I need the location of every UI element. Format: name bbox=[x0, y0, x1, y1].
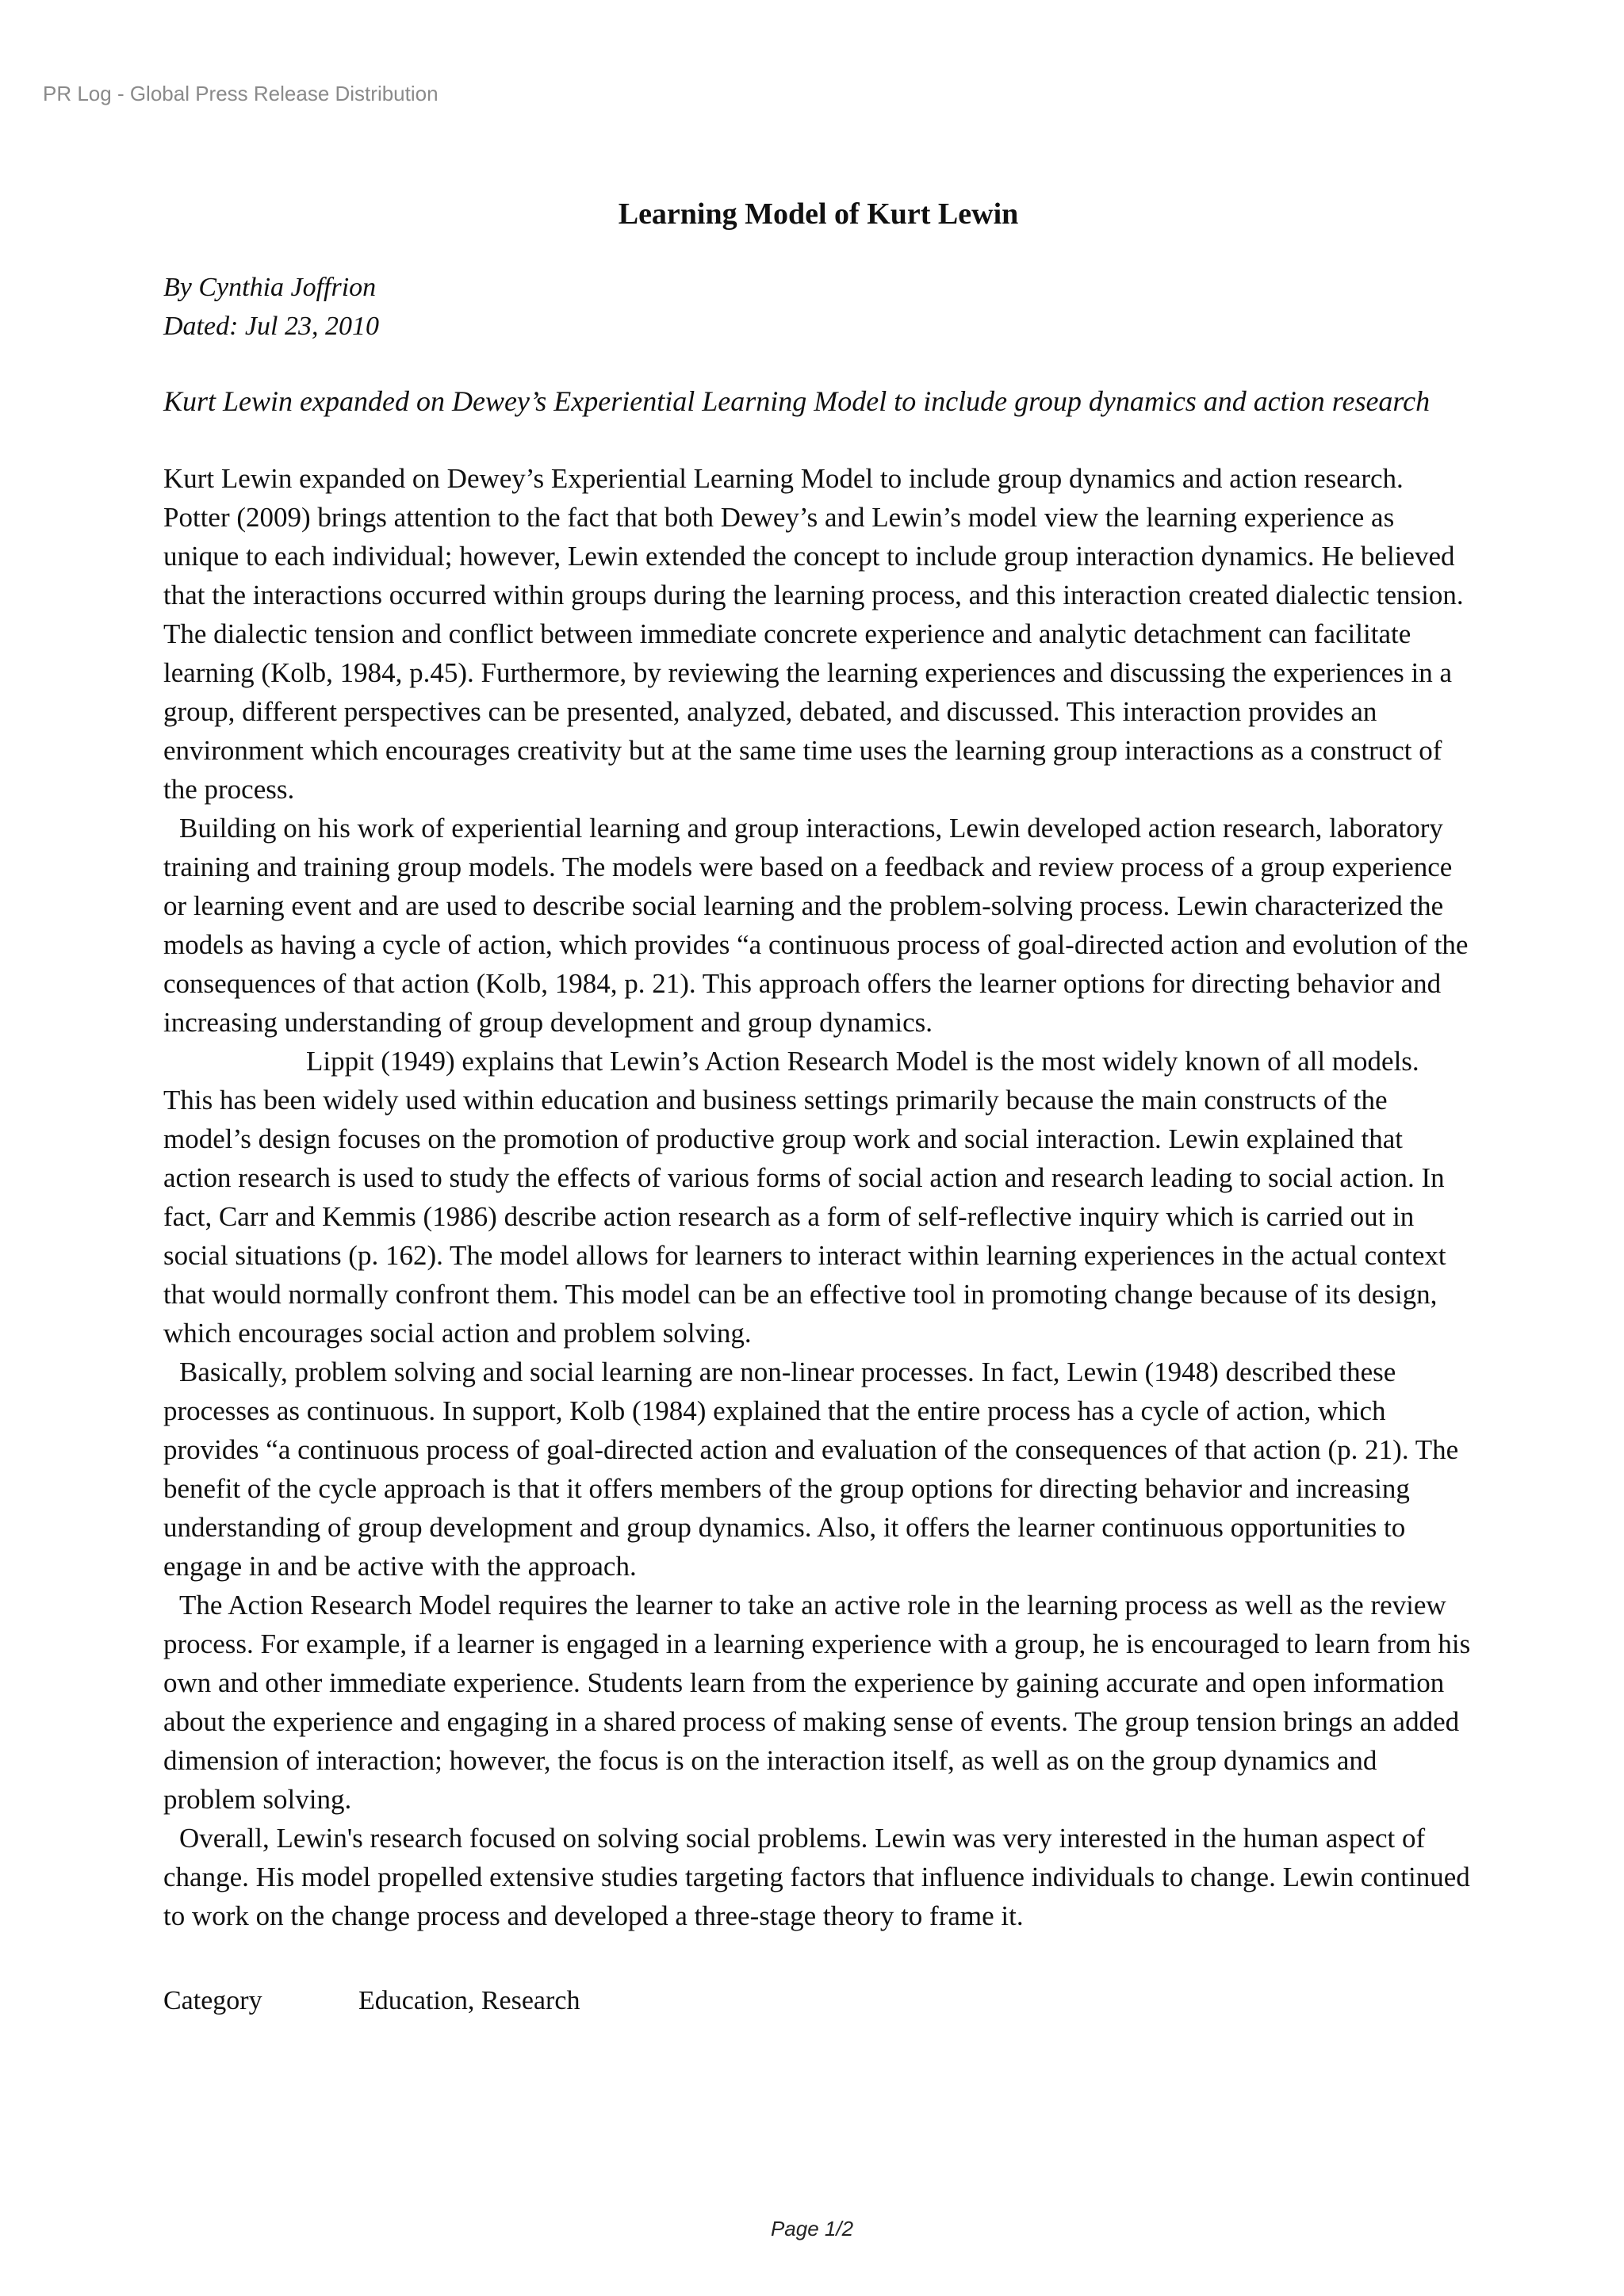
page-number: Page 1/2 bbox=[770, 2217, 854, 2241]
article-date: Dated: Jul 23, 2010 bbox=[163, 311, 379, 341]
category-value: Education, Research bbox=[358, 1985, 580, 2015]
body-paragraph: Lippit (1949) explains that Lewin’s Action Research Model is the most widely known of all models. This has been widely used within education and business settings primarily because the main constructs of the model’s design focuses on the promotion of productive group work and social interaction. Lewin explained that action research is used to study the effects of various forms of social action and research leading to social action. In fact, Carr and Kemmis (1986) describe action research as a form of self-reflective inquiry which is carried out in social situations (p. 162). The model allows for learners to interact within learning experiences in the actual context that would normally confront them. This model can be an effective tool in promoting change because of its design, which encourages social action and problem solving. bbox=[163, 1045, 1446, 1349]
article-byline: By Cynthia Joffrion bbox=[163, 272, 377, 302]
article-body bbox=[163, 459, 1473, 1935]
category-label: Category bbox=[163, 1985, 262, 2015]
body-paragraph: The Action Research Model requires the learner to take an active role in the learning process as well as the review process. For example, if a learner is engaged in a learning experience with a group, he is encouraged to learn from his own and other immediate experience. Students learn from the experience by gaining accurate and open information about the experience and engaging in a shared process of making sense of events. The group tension brings an added dimension of interaction; however, the focus is on the interaction itself, as well as on the group dynamics and problem solving. bbox=[163, 1589, 1471, 1815]
site-header: PR Log - Global Press Release Distribution bbox=[43, 82, 439, 105]
article-title: Learning Model of Kurt Lewin bbox=[618, 197, 1019, 231]
category-row bbox=[163, 1981, 1473, 2020]
body-paragraph: Overall, Lewin's research focused on solving social problems. Lewin was very interested in the human aspect of change. His model propelled extensive studies targeting factors that influence individuals to change. Lewin continued to work on the change process and developed a three-stage theory to frame it. bbox=[163, 1822, 1470, 1931]
body-paragraph: Building on his work of experiential learning and group interactions, Lewin developed action research, laboratory training and training group models. The models were based on a feedback and review process of a group experience or learning event and are used to describe social learning and the problem-solving process. Lewin characterized the models as having a cycle of action, which provides “a continuous process of goal-directed action and evolution of the consequences of that action (Kolb, 1984, p. 21). This approach offers the learner options for directing behavior and increasing understanding of group development and group dynamics. bbox=[163, 812, 1469, 1038]
article bbox=[163, 197, 1473, 2020]
body-paragraph: Basically, problem solving and social learning are non-linear processes. In fact, Lewin (1948) described these processes as continuous. In support, Kolb (1984) explained that the entire process has a cycle of action, which provides “a continuous process of goal-directed action and evaluation of the consequences of that action (p. 21). The benefit of the cycle approach is that it offers members of the group options for directing behavior and increasing understanding of group development and group dynamics. Also, it offers the learner continuous opportunities to engage in and be active with the approach. bbox=[163, 1356, 1459, 1582]
body-paragraph: Kurt Lewin expanded on Dewey’s Experiential Learning Model to include group dynamics and action research. Potter (2009) brings attention to the fact that both Dewey’s and Lewin’s model view the learning experience as unique to each individual; however, Lewin extended the concept to include group interaction dynamics. He believed that the interactions occurred within groups during the learning process, and this interaction created dialectic tension. The dialectic tension and conflict between immediate concrete experience and analytic detachment can facilitate learning (Kolb, 1984, p.45). Furthermore, by reviewing the learning experiences and discussing the experiences in a group, different perspectives can be presented, analyzed, debated, and discussed. This interaction provides an environment which encourages creativity but at the same time uses the learning group interactions as a construct of the process. bbox=[163, 462, 1464, 805]
article-summary: Kurt Lewin expanded on Dewey’s Experiential Learning Model to include group dynamics and action research bbox=[163, 385, 1431, 417]
